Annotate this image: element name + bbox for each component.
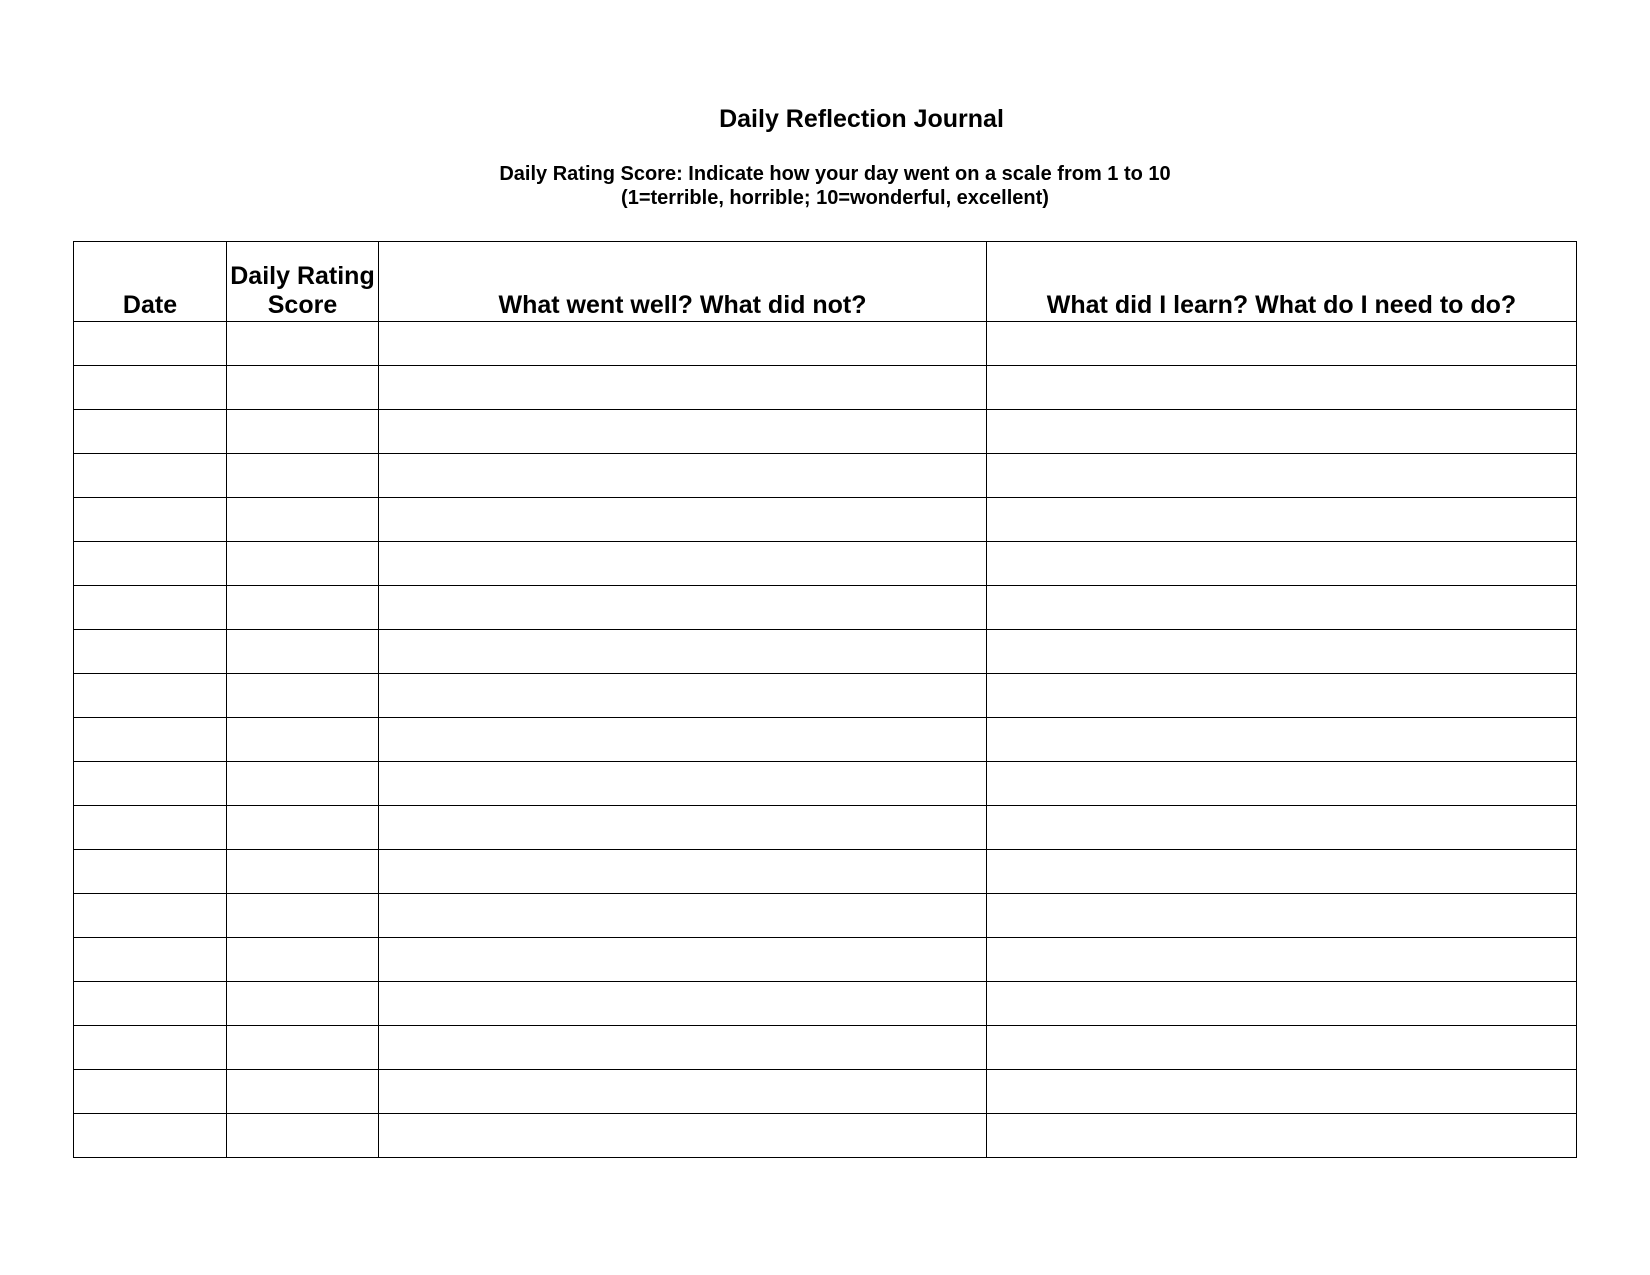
rating-cell[interactable] (227, 454, 379, 498)
rating-header-line-1: Daily Rating (230, 262, 375, 290)
journal-body (74, 322, 1577, 1158)
date-cell[interactable] (74, 850, 227, 894)
went-well-cell[interactable] (379, 762, 987, 806)
rating-cell[interactable] (227, 322, 379, 366)
rating-cell[interactable] (227, 498, 379, 542)
went-well-cell[interactable] (379, 586, 987, 630)
went-well-cell[interactable] (379, 718, 987, 762)
date-cell[interactable] (74, 718, 227, 762)
rating-cell[interactable] (227, 586, 379, 630)
rating-instructions-line-2: (1=terrible, horrible; 10=wonderful, excellent) (621, 187, 1049, 209)
table-row (74, 454, 1577, 498)
went-well-column-header: What went well? What did not? (379, 242, 987, 322)
rating-cell[interactable] (227, 894, 379, 938)
journal-table (73, 241, 1577, 1158)
table-row (74, 322, 1577, 366)
went-well-cell[interactable] (379, 630, 987, 674)
rating-cell[interactable] (227, 674, 379, 718)
rating-cell[interactable] (227, 1026, 379, 1070)
learned-column-header: What did I learn? What do I need to do? (987, 242, 1577, 322)
learned-cell[interactable] (987, 894, 1577, 938)
table-row (74, 630, 1577, 674)
rating-cell[interactable] (227, 542, 379, 586)
date-cell[interactable] (74, 366, 227, 410)
daily-rating-score-column-header (227, 242, 379, 322)
rating-cell[interactable] (227, 806, 379, 850)
went-well-cell[interactable] (379, 850, 987, 894)
date-column-header: Date (74, 242, 227, 322)
table-row (74, 1070, 1577, 1114)
went-well-cell[interactable] (379, 542, 987, 586)
table-row (74, 586, 1577, 630)
learned-cell[interactable] (987, 982, 1577, 1026)
rating-cell[interactable] (227, 630, 379, 674)
learned-cell[interactable] (987, 542, 1577, 586)
table-row (74, 410, 1577, 454)
table-row (74, 894, 1577, 938)
table-row (74, 366, 1577, 410)
table-row (74, 1026, 1577, 1070)
rating-cell[interactable] (227, 410, 379, 454)
learned-cell[interactable] (987, 322, 1577, 366)
table-row (74, 498, 1577, 542)
learned-cell[interactable] (987, 938, 1577, 982)
page-title: Daily Reflection Journal (719, 105, 1004, 133)
went-well-cell[interactable] (379, 1070, 987, 1114)
date-cell[interactable] (74, 1026, 227, 1070)
header-row (74, 242, 1577, 322)
learned-cell[interactable] (987, 586, 1577, 630)
went-well-cell[interactable] (379, 454, 987, 498)
learned-cell[interactable] (987, 630, 1577, 674)
learned-cell[interactable] (987, 1070, 1577, 1114)
went-well-cell[interactable] (379, 498, 987, 542)
date-cell[interactable] (74, 630, 227, 674)
rating-cell[interactable] (227, 762, 379, 806)
rating-cell[interactable] (227, 1070, 379, 1114)
date-cell[interactable] (74, 454, 227, 498)
date-cell[interactable] (74, 938, 227, 982)
table-row (74, 542, 1577, 586)
table-row (74, 1114, 1577, 1158)
table-row (74, 982, 1577, 1026)
rating-cell[interactable] (227, 718, 379, 762)
went-well-cell[interactable] (379, 674, 987, 718)
went-well-cell[interactable] (379, 322, 987, 366)
learned-cell[interactable] (987, 366, 1577, 410)
date-cell[interactable] (74, 1114, 227, 1158)
learned-cell[interactable] (987, 498, 1577, 542)
learned-cell[interactable] (987, 1026, 1577, 1070)
went-well-cell[interactable] (379, 1114, 987, 1158)
date-cell[interactable] (74, 542, 227, 586)
learned-cell[interactable] (987, 762, 1577, 806)
went-well-cell[interactable] (379, 894, 987, 938)
rating-cell[interactable] (227, 850, 379, 894)
rating-cell[interactable] (227, 1114, 379, 1158)
learned-cell[interactable] (987, 806, 1577, 850)
went-well-cell[interactable] (379, 938, 987, 982)
rating-instructions-line-1: Daily Rating Score: Indicate how your day went on a scale from 1 to 10 (499, 163, 1171, 185)
table-row (74, 938, 1577, 982)
date-cell[interactable] (74, 498, 227, 542)
date-cell[interactable] (74, 586, 227, 630)
rating-instructions (0, 162, 1650, 210)
rating-header-line-2: Score (267, 291, 338, 319)
table-row (74, 718, 1577, 762)
table-row (74, 674, 1577, 718)
went-well-cell[interactable] (379, 1026, 987, 1070)
learned-cell[interactable] (987, 718, 1577, 762)
learned-cell[interactable] (987, 674, 1577, 718)
rating-cell[interactable] (227, 366, 379, 410)
went-well-cell[interactable] (379, 410, 987, 454)
went-well-cell[interactable] (379, 366, 987, 410)
learned-cell[interactable] (987, 850, 1577, 894)
went-well-cell[interactable] (379, 806, 987, 850)
went-well-cell[interactable] (379, 982, 987, 1026)
date-cell[interactable] (74, 894, 227, 938)
date-cell[interactable] (74, 410, 227, 454)
learned-cell[interactable] (987, 410, 1577, 454)
date-cell[interactable] (74, 322, 227, 366)
date-cell[interactable] (74, 982, 227, 1026)
date-cell[interactable] (74, 806, 227, 850)
rating-cell[interactable] (227, 982, 379, 1026)
table-row (74, 850, 1577, 894)
date-cell[interactable] (74, 762, 227, 806)
learned-cell[interactable] (987, 1114, 1577, 1158)
date-cell[interactable] (74, 674, 227, 718)
rating-cell[interactable] (227, 938, 379, 982)
table-row (74, 762, 1577, 806)
table-row (74, 806, 1577, 850)
learned-cell[interactable] (987, 454, 1577, 498)
date-cell[interactable] (74, 1070, 227, 1114)
